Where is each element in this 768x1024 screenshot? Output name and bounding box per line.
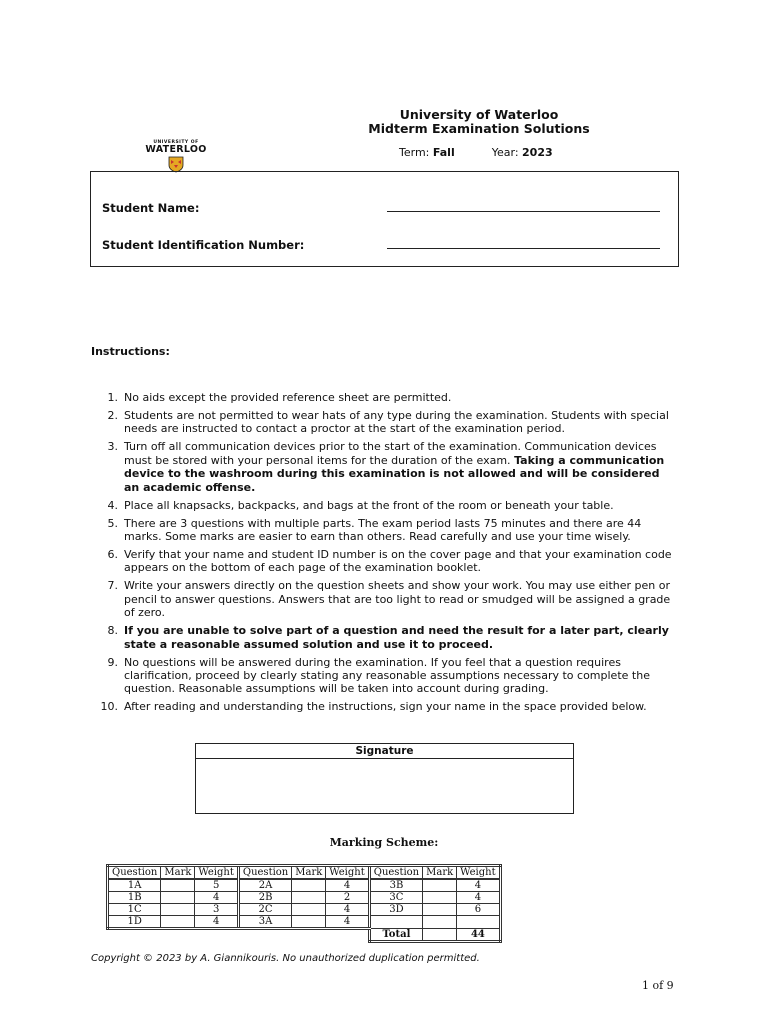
instructions-heading: Instructions: [91, 345, 170, 358]
table-header-cell: Mark [161, 866, 195, 880]
year-value: 2023 [522, 146, 553, 159]
instruction-text: There are 3 questions with multiple parts. The exam period lasts 75 minutes and there are 44 marks. Some marks are easier to earn than others. Read carefully and use your time wisely. [124, 516, 642, 544]
instruction-item [91, 440, 678, 494]
instruction-number: 2. [107, 409, 118, 422]
instruction-text: Students are not permitted to wear hats of any type during the examination. Students with special needs are instructed to contact a proctor at the start of the examination period. [124, 409, 669, 436]
instruction-item [91, 656, 678, 696]
table-cell: 4 [326, 904, 369, 916]
table-row [108, 904, 501, 916]
table-cell: 4 [457, 879, 500, 892]
year-label: Year: [491, 146, 519, 159]
signature-box[interactable] [195, 743, 574, 814]
mark-entry-cell[interactable] [161, 879, 195, 892]
table-spacer-cell [161, 929, 195, 942]
table-cell: 4 [195, 892, 238, 904]
instruction-number: 10. [100, 700, 118, 714]
table-spacer-cell [195, 929, 238, 942]
table-cell: 3D [369, 904, 422, 916]
instruction-item [91, 391, 678, 404]
mark-entry-cell[interactable] [423, 916, 457, 929]
instruction-item [91, 499, 678, 512]
instruction-number: 9. [107, 655, 118, 669]
table-header-cell: Weight [457, 866, 500, 880]
table-spacer-cell [108, 929, 161, 942]
table-cell: 1B [108, 892, 161, 904]
table-spacer-cell [292, 929, 326, 942]
instruction-item [91, 517, 678, 544]
table-cell: 3A [238, 916, 291, 929]
instruction-number: 5. [107, 516, 118, 530]
table-cell: 2 [326, 892, 369, 904]
student-name-label: Student Name: [102, 201, 200, 215]
instruction-number: 6. [107, 548, 118, 562]
mark-entry-cell[interactable] [292, 892, 326, 904]
table-header-cell: Question [369, 866, 422, 880]
table-cell: 1C [108, 904, 161, 916]
table-cell: 1D [108, 916, 161, 929]
university-logo [140, 140, 212, 173]
table-cell: 3B [369, 879, 422, 892]
instruction-item [91, 579, 678, 619]
logo-small-text: UNIVERSITY OF [153, 140, 199, 145]
table-header-cell: Weight [195, 866, 238, 880]
table-total-row [108, 929, 501, 942]
instruction-text: Verify that your name and student ID number is on the cover page and that your examination code appears on the bottom of each page of the examination booklet. [124, 548, 672, 575]
instruction-text: Place all knapsacks, backpacks, and bags at the front of the room or beneath your table. [124, 498, 614, 512]
table-row [108, 892, 501, 904]
logo-big-text: WATERLOO [145, 144, 207, 155]
total-mark-cell[interactable] [423, 929, 457, 942]
table-cell [369, 916, 422, 929]
student-name-line[interactable] [387, 211, 660, 212]
table-cell: 4 [457, 892, 500, 904]
instruction-number: 4. [107, 498, 118, 512]
instruction-number: 3. [107, 440, 118, 454]
table-cell [457, 916, 500, 929]
mark-entry-cell[interactable] [161, 904, 195, 916]
instruction-text: After reading and understanding the instructions, sign your name in the space provided below. [124, 700, 647, 714]
table-cell: 4 [326, 916, 369, 929]
mark-entry-cell[interactable] [423, 892, 457, 904]
instruction-item [91, 624, 678, 651]
mark-entry-cell[interactable] [161, 916, 195, 929]
table-cell: 1A [108, 879, 161, 892]
mark-entry-cell[interactable] [161, 892, 195, 904]
instruction-text: Write your answers directly on the question sheets and show your work. You may use either pen or pencil to answer questions. Answers that are too light to read or smudged will be assigned a grade of zero. [124, 579, 671, 620]
exam-title: Midterm Examination Solutions [368, 121, 590, 136]
instruction-item [91, 548, 678, 575]
mark-entry-cell[interactable] [292, 916, 326, 929]
mark-entry-cell[interactable] [423, 904, 457, 916]
table-cell: 2A [238, 879, 291, 892]
signature-heading: Signature [196, 744, 573, 759]
instruction-item [91, 700, 678, 713]
table-cell: 2C [238, 904, 291, 916]
table-cell: 4 [195, 916, 238, 929]
term-value: Fall [432, 146, 455, 159]
university-title: University of Waterloo [399, 107, 559, 122]
page-number: 1 of 9 [642, 979, 674, 992]
instruction-text: No aids except the provided reference sheet are permitted. [124, 391, 452, 404]
instruction-item [91, 409, 678, 436]
table-cell: 6 [457, 904, 500, 916]
term-year-line [399, 146, 553, 159]
instruction-number: 8. [107, 624, 118, 638]
mark-entry-cell[interactable] [292, 904, 326, 916]
marking-scheme-table [106, 864, 502, 943]
instruction-text: Turn off all communication devices prior to the start of the examination. Communication devices must be stored with your personal items for the duration of the exam. [124, 440, 657, 467]
table-cell: 5 [195, 879, 238, 892]
table-cell: 3C [369, 892, 422, 904]
table-row [108, 916, 501, 929]
copyright-notice: Copyright © 2023 by A. Giannikouris. No unauthorized duplication permitted. [91, 953, 480, 964]
total-value: 44 [457, 929, 500, 942]
student-id-label: Student Identification Number: [102, 238, 305, 252]
table-row [108, 879, 501, 892]
table-spacer-cell [238, 929, 291, 942]
instruction-bold-text: If you are unable to solve part of a question and need the result for a later part, clearly state a reasonable assumed solution and use it to proceed. [124, 624, 669, 651]
instruction-bold-text: Taking a communication device to the washroom during this examination is not allowed and will be considered an academic offense. [124, 453, 665, 494]
table-header-cell: Question [238, 866, 291, 880]
instruction-number: 1. [107, 391, 118, 404]
total-label: Total [369, 929, 422, 942]
table-spacer-cell [326, 929, 369, 942]
marking-scheme-title: Marking Scheme: [329, 836, 439, 849]
instructions-list [91, 391, 678, 718]
mark-entry-cell[interactable] [423, 879, 457, 892]
table-header-cell: Mark [423, 866, 457, 880]
table-cell: 3 [195, 904, 238, 916]
table-header-cell: Question [108, 866, 161, 880]
table-cell: 4 [326, 879, 369, 892]
table-header-cell: Mark [292, 866, 326, 880]
instruction-text: No questions will be answered during the examination. If you feel that a question requires clarification, proceed by clearly stating any reasonable assumptions necessary to complete the question. Reasonable assumptions will be taken into account during grading. [124, 655, 650, 696]
mark-entry-cell[interactable] [292, 879, 326, 892]
term-label: Term: [399, 146, 430, 159]
table-cell: 2B [238, 892, 291, 904]
table-header-cell: Weight [326, 866, 369, 880]
student-info-box [90, 171, 679, 267]
student-id-line[interactable] [387, 248, 660, 249]
instruction-number: 7. [107, 579, 118, 593]
